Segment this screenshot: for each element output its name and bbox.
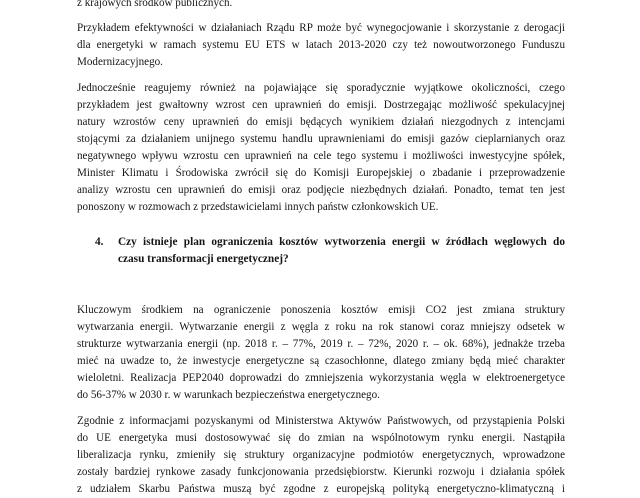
- paragraph-line: do 56-37% w 2030 r. w warunkach bezpieczeństwa energetycznego.: [77, 389, 380, 401]
- paragraph-line: do UE energetyka musi dostosowywać się do zmian na wspólnotowym rynku energii. Nastąpiła: [77, 432, 565, 444]
- paragraph-line: stojącymi za działaniem unijnego systemu handlu uprawnieniami do emisji gazów cieplarnianych oraz: [77, 133, 565, 145]
- paragraph-line: Przykładem efektywności w działaniach Rządu RP może być wynegocjowanie i skorzystanie z derogacji: [77, 22, 565, 34]
- paragraph-line: wytwarzania energii. Wytwarzanie energii z węgla z roku na rok stanowi coraz mniejszy odsetek w: [77, 321, 565, 333]
- paragraph-line: analizy wzrostu cen uprawnień do emisji oraz podjęcie niezbędnych działań. Ponadto, temat ten jest: [77, 184, 565, 196]
- paragraph-line: negatywnego wpływu wzrostu cen uprawnień na cele tego systemu i możliwości inwestycyjne spółek,: [77, 150, 565, 162]
- paragraph-line: dla energetyki w ramach systemu EU ETS w latach 2013-2020 czy też nowoutworzonego Funduszu: [77, 39, 565, 51]
- paragraph-line: natury wzrostów ceny uprawnień do emisji będących wynikiem działań niezgodnych z intencjami: [77, 116, 565, 128]
- paragraph-line: liberalizacja rynku, zmieniły się struktury organizacyjne podmiotów energetycznych, wprowadzone: [77, 449, 565, 461]
- paragraph-fragment-line: z krajowych środków publicznych.: [77, 0, 233, 9]
- paragraph-line: Zgodnie z informacjami pozyskanymi od Ministerstwa Aktywów Państwowych, od przystąpienia Polski: [77, 415, 565, 427]
- paragraph-line: ponoszony w rozmowach z przedstawicielami innych państw członkowskich UE.: [77, 201, 439, 213]
- paragraph-line: Kluczowym środkiem na ograniczenie ponoszenia kosztów emisji CO2 jest zmiana struktury: [77, 304, 565, 316]
- question-number: 4.: [95, 236, 104, 248]
- paragraph-line: Modernizacyjnego.: [77, 56, 163, 68]
- question-line: czasu transformacji energetycznej?: [118, 253, 289, 265]
- question-line: Czy istnieje plan ograniczenia kosztów wytworzenia energii w źródłach węglowych do: [118, 236, 565, 248]
- paragraph-line: mieć na uwadze to, że inwestycje energetyczne są czasochłonne, dlatego zmiany będą mieć charakter: [77, 355, 565, 367]
- paragraph-line: Minister Klimatu i Środowiska zwrócił się do Komisji Europejskiej o zbadanie i przeprowadzenie: [77, 167, 565, 179]
- paragraph-line: zostały bardziej rynkowe zasady funkcjonowania przedsiębiorstw. Kierunki rozwoju i działania spółek: [77, 466, 565, 478]
- paragraph-line: wieloletni. Realizacja PEP2040 doprowadzi do zmniejszenia wykorzystania węgla w elektroenergetyce: [77, 372, 565, 384]
- paragraph-line: strukturze wytwarzania energii (np. 2018 r. – 77%, 2019 r. – 72%, 2020 r. – ok. 68%), jednakże trzeba: [77, 338, 565, 350]
- paragraph-line: Jednocześnie reagujemy również na pojawiające się sporadycznie wyjątkowe okoliczności, czego: [77, 82, 565, 94]
- paragraph-line: przykładem jest gwałtowny wzrost cen uprawnień do emisji. Dostrzegając możliwość spekulacyjnej: [77, 99, 565, 111]
- paragraph-line: z udziałem Skarbu Państwa muszą być zgodne z europejską polityką energetyczno-klimatyczną i: [77, 483, 565, 495]
